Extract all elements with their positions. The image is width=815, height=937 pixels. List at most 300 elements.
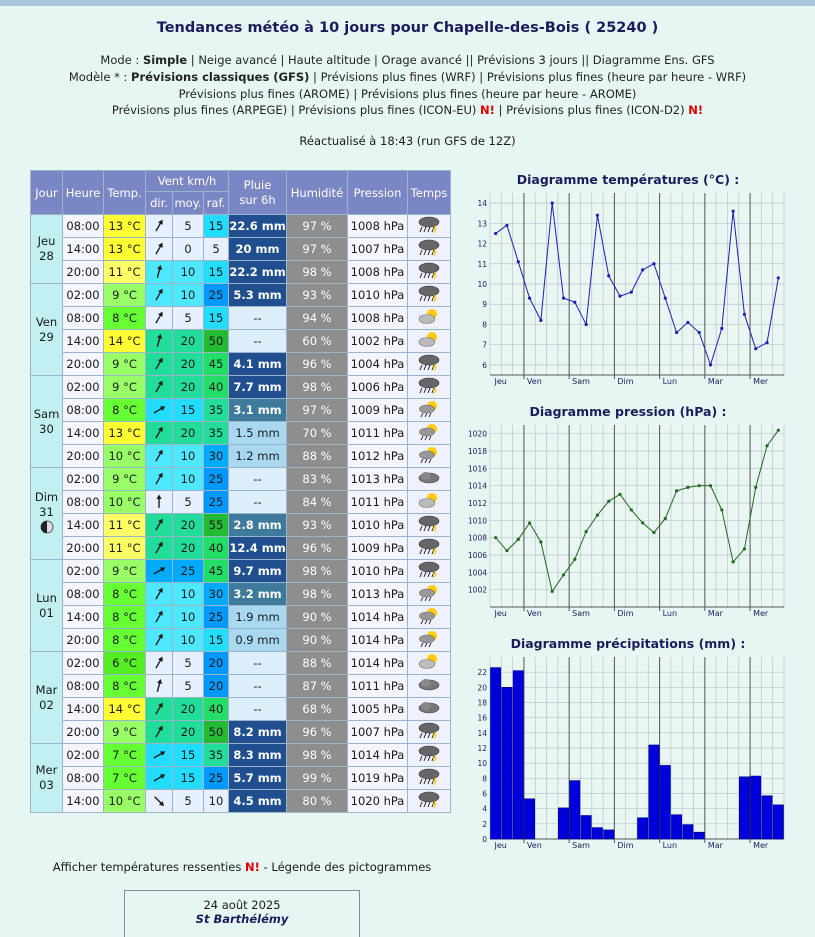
hour-cell: 14:00: [63, 514, 104, 537]
y-tick-label: 6: [482, 360, 487, 370]
precipitation-chart-svg: [468, 651, 788, 851]
table-row: [31, 238, 451, 261]
temp-cell: 10 °C: [104, 445, 146, 468]
header-vent: Vent km/h: [146, 171, 229, 192]
table-row: [31, 215, 451, 238]
feels-like-link[interactable]: Afficher températures ressenties: [52, 860, 246, 874]
day-number: 03: [39, 778, 54, 792]
wind-gust-cell: 25: [204, 606, 229, 629]
wind-gust-cell: 25: [204, 491, 229, 514]
model-gfs-link[interactable]: Prévisions classiques (GFS): [131, 70, 310, 84]
data-point: [698, 484, 701, 487]
hour-cell: 02:00: [63, 560, 104, 583]
pressure-cell: 1009 hPa: [348, 399, 408, 422]
rain-cell: 3.1 mm: [229, 399, 287, 422]
wind-avg-cell: 10: [173, 261, 204, 284]
model-wrf-hh-link[interactable]: Prévisions plus fines (heure par heure - WRF): [486, 70, 747, 84]
data-point: [562, 573, 565, 576]
pressure-cell: 1019 hPa: [348, 767, 408, 790]
wind-gust-cell: 15: [204, 629, 229, 652]
table-row: [31, 652, 451, 675]
rain-cell: --: [229, 491, 287, 514]
weather-cell: [408, 767, 451, 790]
hour-cell: 20:00: [63, 353, 104, 376]
temp-cell: 14 °C: [104, 698, 146, 721]
pressure-cell: 1014 hPa: [348, 629, 408, 652]
weather-cell: [408, 514, 451, 537]
hour-cell: 08:00: [63, 215, 104, 238]
x-tick-label: Ven: [526, 609, 542, 618]
humidity-cell: 98 %: [287, 560, 348, 583]
data-point: [743, 547, 746, 550]
wind-gust-cell: 15: [204, 307, 229, 330]
precipitation-chart: [468, 636, 788, 855]
header-temp: Temp.: [104, 171, 146, 215]
storm-rain-icon: [417, 729, 441, 743]
precip-bar: [524, 799, 534, 839]
weather-cell: [408, 537, 451, 560]
wind-arrow-icon: 🠑: [151, 307, 167, 328]
weather-cell: [408, 445, 451, 468]
weather-cell: [408, 652, 451, 675]
day-cell: [31, 376, 63, 468]
y-tick-label: 9: [482, 300, 487, 310]
wind-gust-cell: 30: [204, 445, 229, 468]
y-tick-label: 12: [477, 744, 487, 753]
data-point: [720, 508, 723, 511]
y-tick-label: 1012: [468, 499, 487, 508]
wind-dir-cell: [146, 422, 173, 445]
wind-dir-cell: [146, 307, 173, 330]
data-point: [539, 540, 542, 543]
x-tick-label: Lun: [662, 377, 678, 386]
y-tick-label: 1004: [468, 568, 487, 578]
x-tick-label: Jeu: [494, 609, 507, 618]
model-arome-link[interactable]: Prévisions plus fines (AROME): [178, 87, 350, 101]
sun-cloud-icon: [417, 660, 441, 674]
weather-cell: [408, 353, 451, 376]
data-point: [585, 323, 588, 326]
data-point: [551, 590, 554, 593]
precip-bar: [773, 805, 783, 839]
humidity-cell: 97 %: [287, 238, 348, 261]
mode-simple-link[interactable]: Simple: [142, 53, 188, 67]
weather-cell: [408, 721, 451, 744]
model-icon-d2-link[interactable]: Prévisions plus fines (ICON-D2): [506, 103, 685, 117]
temp-cell: 8 °C: [104, 583, 146, 606]
temp-cell: 9 °C: [104, 353, 146, 376]
temp-cell: 7 °C: [104, 767, 146, 790]
temp-cell: 13 °C: [104, 422, 146, 445]
storm-rain-icon: [417, 384, 441, 398]
day-number: 28: [39, 249, 54, 263]
table-row: [31, 353, 451, 376]
header-jour: Jour: [31, 171, 63, 215]
humidity-cell: 60 %: [287, 330, 348, 353]
wind-avg-cell: 10: [173, 629, 204, 652]
rain-cell: 1.9 mm: [229, 606, 287, 629]
cloud-icon: [417, 706, 441, 720]
wind-avg-cell: 20: [173, 721, 204, 744]
temp-cell: 9 °C: [104, 560, 146, 583]
hour-cell: 20:00: [63, 721, 104, 744]
table-row: [31, 698, 451, 721]
storm-rain-icon: [417, 752, 441, 766]
pressure-cell: 1004 hPa: [348, 353, 408, 376]
wind-gust-cell: 35: [204, 422, 229, 445]
wind-arrow-icon: 🠑: [151, 514, 167, 535]
y-tick-label: 8: [482, 774, 487, 784]
pressure-cell: 1013 hPa: [348, 583, 408, 606]
rain-cell: 8.2 mm: [229, 721, 287, 744]
x-tick-label: Lun: [662, 841, 678, 850]
data-point: [505, 224, 508, 227]
hour-cell: 02:00: [63, 376, 104, 399]
day-number: 01: [39, 605, 54, 620]
wind-avg-cell: 20: [173, 353, 204, 376]
wind-avg-cell: 10: [173, 583, 204, 606]
table-row: [31, 767, 451, 790]
header-heure: Heure: [63, 171, 104, 215]
data-point: [652, 262, 655, 265]
temp-cell: 11 °C: [104, 514, 146, 537]
data-point: [720, 327, 723, 330]
hour-cell: 14:00: [63, 606, 104, 629]
y-tick-label: 10: [477, 759, 487, 769]
data-point: [709, 363, 712, 366]
weather-cell: [408, 491, 451, 514]
pressure-cell: 1008 hPa: [348, 261, 408, 284]
humidity-cell: 84 %: [287, 491, 348, 514]
humidity-cell: 96 %: [287, 721, 348, 744]
weather-cell: [408, 629, 451, 652]
rain-cell: 22.2 mm: [229, 261, 287, 284]
sun-rain-icon: [417, 614, 441, 628]
header-humidite: Humidité: [287, 171, 348, 215]
model-arpege-link[interactable]: Prévisions plus fines (ARPEGE): [111, 103, 288, 117]
hour-cell: 14:00: [63, 698, 104, 721]
rain-cell: 4.5 mm: [229, 790, 287, 813]
wind-avg-cell: 20: [173, 376, 204, 399]
wind-arrow-icon: 🠑: [149, 402, 170, 418]
prev3-link[interactable]: Prévisions 3 jours: [477, 53, 578, 67]
data-point: [585, 530, 588, 533]
mode-haute-link[interactable]: Haute altitude: [288, 53, 371, 67]
pressure-cell: 1007 hPa: [348, 238, 408, 261]
y-tick-label: 6: [482, 789, 487, 799]
top-bar: [0, 0, 815, 6]
mode-orage-link[interactable]: Orage avancé: [381, 53, 462, 67]
humidity-cell: 83 %: [287, 468, 348, 491]
hour-cell: 08:00: [63, 583, 104, 606]
wind-dir-cell: [146, 790, 173, 813]
data-point: [641, 268, 644, 271]
pressure-cell: 1007 hPa: [348, 721, 408, 744]
day-name: Lun: [36, 590, 57, 605]
sun-rain-icon: [417, 591, 441, 605]
data-point: [494, 232, 497, 235]
data-point: [732, 560, 735, 563]
x-tick-label: Mar: [707, 377, 723, 386]
wind-avg-cell: 15: [173, 744, 204, 767]
table-row: [31, 491, 451, 514]
wind-dir-cell: [146, 606, 173, 629]
data-point: [709, 484, 712, 487]
x-tick-label: Lun: [662, 609, 678, 618]
rain-cell: 5.7 mm: [229, 767, 287, 790]
hour-cell: 08:00: [63, 675, 104, 698]
data-point: [777, 429, 780, 432]
temp-cell: 8 °C: [104, 307, 146, 330]
model-menu: Modèle * : Prévisions classiques (GFS) | Prévisions plus fines (WRF) | Prévisions plus fines (heure par heure - WRF): [68, 70, 747, 84]
day-cell: [31, 215, 63, 284]
wind-arrow-icon: 🠑: [151, 353, 167, 374]
humidity-cell: 98 %: [287, 744, 348, 767]
weather-cell: [408, 284, 451, 307]
wind-arrow-icon: 🠑: [151, 422, 167, 443]
precip-bar: [683, 825, 693, 839]
y-tick-label: 7: [482, 340, 487, 350]
humidity-cell: 97 %: [287, 399, 348, 422]
x-tick-label: Dim: [617, 377, 634, 386]
data-point: [754, 347, 757, 350]
data-point: [675, 489, 678, 492]
storm-rain-icon: [417, 522, 441, 536]
rain-cell: 4.1 mm: [229, 353, 287, 376]
data-point: [528, 521, 531, 524]
day-cell: [31, 744, 63, 813]
mode-neige-link[interactable]: Neige avancé: [198, 53, 277, 67]
new-badge: N!: [245, 860, 260, 874]
data-point: [743, 313, 746, 316]
wind-dir-cell: [146, 468, 173, 491]
wind-dir-cell: [146, 744, 173, 767]
data-point: [686, 486, 689, 489]
table-row: [31, 514, 451, 537]
weather-cell: [408, 468, 451, 491]
wind-arrow-icon: 🠑: [151, 376, 167, 397]
day-name: Mer: [35, 763, 58, 777]
wind-dir-cell: [146, 721, 173, 744]
rain-cell: 22.6 mm: [229, 215, 287, 238]
x-tick-label: Dim: [617, 841, 634, 850]
header-temps: Temps: [408, 171, 451, 215]
pressure-cell: 1011 hPa: [348, 422, 408, 445]
y-tick-label: 0: [482, 835, 487, 844]
wind-dir-cell: [146, 698, 173, 721]
hour-cell: 14:00: [63, 790, 104, 813]
wind-dir-cell: [146, 284, 173, 307]
cloud-icon: [417, 476, 441, 490]
weather-cell: [408, 307, 451, 330]
wind-gust-cell: 15: [204, 215, 229, 238]
sun-rain-icon: [417, 453, 441, 467]
weather-cell: [408, 215, 451, 238]
data-point: [573, 301, 576, 304]
hour-cell: 08:00: [63, 307, 104, 330]
wind-avg-cell: 20: [173, 537, 204, 560]
storm-rain-icon: [417, 545, 441, 559]
weather-cell: [408, 583, 451, 606]
wind-dir-cell: [146, 583, 173, 606]
storm-rain-icon: [417, 223, 441, 237]
wind-dir-cell: [146, 238, 173, 261]
weather-cell: [408, 790, 451, 813]
y-tick-label: 11: [477, 259, 487, 269]
hour-cell: 08:00: [63, 491, 104, 514]
wind-avg-cell: 25: [173, 560, 204, 583]
table-row: [31, 790, 451, 813]
temp-cell: 9 °C: [104, 376, 146, 399]
wind-avg-cell: 20: [173, 330, 204, 353]
humidity-cell: 98 %: [287, 583, 348, 606]
storm-rain-icon: [417, 269, 441, 283]
humidity-cell: 94 %: [287, 307, 348, 330]
wind-arrow-icon: 🠑: [151, 238, 167, 259]
pressure-cell: 1012 hPa: [348, 445, 408, 468]
legend-link[interactable]: - Légende des pictogrammes: [259, 860, 432, 874]
wind-arrow-icon: 🠑: [156, 492, 162, 511]
wind-avg-cell: 20: [173, 698, 204, 721]
wind-gust-cell: 20: [204, 675, 229, 698]
pressure-cell: 1010 hPa: [348, 514, 408, 537]
temp-cell: 10 °C: [104, 790, 146, 813]
pressure-cell: 1008 hPa: [348, 215, 408, 238]
y-tick-label: 1014: [468, 481, 487, 491]
wind-arrow-icon: 🠑: [150, 792, 169, 811]
data-point: [652, 531, 655, 534]
humidity-cell: 80 %: [287, 790, 348, 813]
pressure-cell: 1010 hPa: [348, 560, 408, 583]
temp-cell: 6 °C: [104, 652, 146, 675]
temp-cell: 11 °C: [104, 537, 146, 560]
ens-link[interactable]: Diagramme Ens. GFS: [592, 53, 715, 67]
wind-dir-cell: [146, 399, 173, 422]
header-moy: moy.: [173, 192, 204, 215]
wind-gust-cell: 25: [204, 767, 229, 790]
model-wrf-link[interactable]: Prévisions plus fines (WRF): [320, 70, 476, 84]
x-tick-label: Mer: [753, 841, 769, 850]
precip-bar: [762, 796, 772, 839]
model-arome-hh-link[interactable]: Prévisions plus fines (heure par heure - AROME): [360, 87, 637, 101]
pressure-cell: 1014 hPa: [348, 606, 408, 629]
wind-avg-cell: 5: [173, 652, 204, 675]
model-label: Modèle * :: [68, 70, 132, 84]
hour-cell: 02:00: [63, 744, 104, 767]
wind-avg-cell: 5: [173, 491, 204, 514]
hour-cell: 20:00: [63, 629, 104, 652]
wind-gust-cell: 45: [204, 353, 229, 376]
table-row: [31, 468, 451, 491]
y-tick-label: 18: [477, 698, 487, 708]
y-tick-label: 1016: [468, 464, 487, 474]
day-number: 29: [39, 329, 54, 344]
pressure-cell: 1014 hPa: [348, 652, 408, 675]
y-tick-label: 1006: [468, 551, 487, 560]
header-dir: dir.: [146, 192, 173, 215]
y-tick-label: 14: [477, 728, 487, 738]
precip-bar: [694, 832, 704, 839]
temperature-chart-svg: [468, 187, 788, 387]
y-tick-label: 12: [477, 239, 487, 249]
table-row: [31, 721, 451, 744]
temp-cell: 9 °C: [104, 468, 146, 491]
rain-cell: 1.2 mm: [229, 445, 287, 468]
weather-cell: [408, 698, 451, 721]
hour-cell: 02:00: [63, 468, 104, 491]
header-pluie-line2: sur 6h: [239, 192, 276, 207]
date-box: [124, 890, 360, 937]
rain-cell: 2.8 mm: [229, 514, 287, 537]
data-point: [765, 444, 768, 447]
hour-cell: 08:00: [63, 399, 104, 422]
wind-gust-cell: 50: [204, 721, 229, 744]
wind-gust-cell: 20: [204, 652, 229, 675]
pressure-cell: 1010 hPa: [348, 284, 408, 307]
data-point: [528, 297, 531, 300]
wind-gust-cell: 55: [204, 514, 229, 537]
humidity-cell: 88 %: [287, 445, 348, 468]
model-icon-eu-link[interactable]: Prévisions plus fines (ICON-EU): [298, 103, 477, 117]
temp-cell: 14 °C: [104, 330, 146, 353]
wind-gust-cell: 50: [204, 330, 229, 353]
wind-avg-cell: 5: [173, 215, 204, 238]
humidity-cell: 68 %: [287, 698, 348, 721]
header-pluie-line1: Pluie: [243, 177, 272, 192]
wind-arrow-icon: 🠑: [153, 261, 165, 282]
y-tick-label: 16: [477, 713, 487, 723]
temp-cell: 8 °C: [104, 606, 146, 629]
mode-label: Mode :: [100, 53, 143, 67]
table-row: [31, 284, 451, 307]
wind-arrow-icon: 🠑: [151, 698, 167, 719]
table-row: [31, 675, 451, 698]
rain-cell: --: [229, 468, 287, 491]
rain-cell: 8.3 mm: [229, 744, 287, 767]
wind-arrow-icon: 🠑: [151, 652, 167, 673]
data-point: [777, 276, 780, 279]
data-point: [754, 486, 757, 489]
sun-cloud-icon: [417, 338, 441, 352]
storm-rain-icon: [417, 361, 441, 375]
table-row: [31, 560, 451, 583]
hour-cell: 20:00: [63, 261, 104, 284]
data-point: [505, 549, 508, 552]
header-pluie: [229, 171, 287, 215]
day-name: Sam: [33, 406, 60, 421]
y-tick-label: 1008: [468, 533, 487, 543]
rain-cell: 1.5 mm: [229, 422, 287, 445]
wind-dir-cell: [146, 376, 173, 399]
data-point: [573, 558, 576, 561]
pressure-chart: [468, 404, 788, 623]
wind-arrow-icon: 🠑: [151, 537, 167, 558]
table-row: [31, 422, 451, 445]
wind-arrow-icon: 🠑: [151, 629, 167, 650]
mode-menu: Mode : Simple | Neige avancé | Haute altitude | Orage avancé || Prévisions 3 jours || Diagramme Ens. GFS: [100, 53, 715, 67]
pressure-cell: 1013 hPa: [348, 468, 408, 491]
sun-rain-icon: [417, 430, 441, 444]
wind-dir-cell: [146, 537, 173, 560]
pressure-cell: 1011 hPa: [348, 675, 408, 698]
wind-arrow-icon: 🠑: [149, 770, 170, 786]
temp-cell: 13 °C: [104, 238, 146, 261]
wind-gust-cell: 45: [204, 560, 229, 583]
temp-cell: 8 °C: [104, 675, 146, 698]
data-point: [596, 514, 599, 517]
x-tick-label: Mar: [707, 841, 723, 850]
rain-cell: 20 mm: [229, 238, 287, 261]
